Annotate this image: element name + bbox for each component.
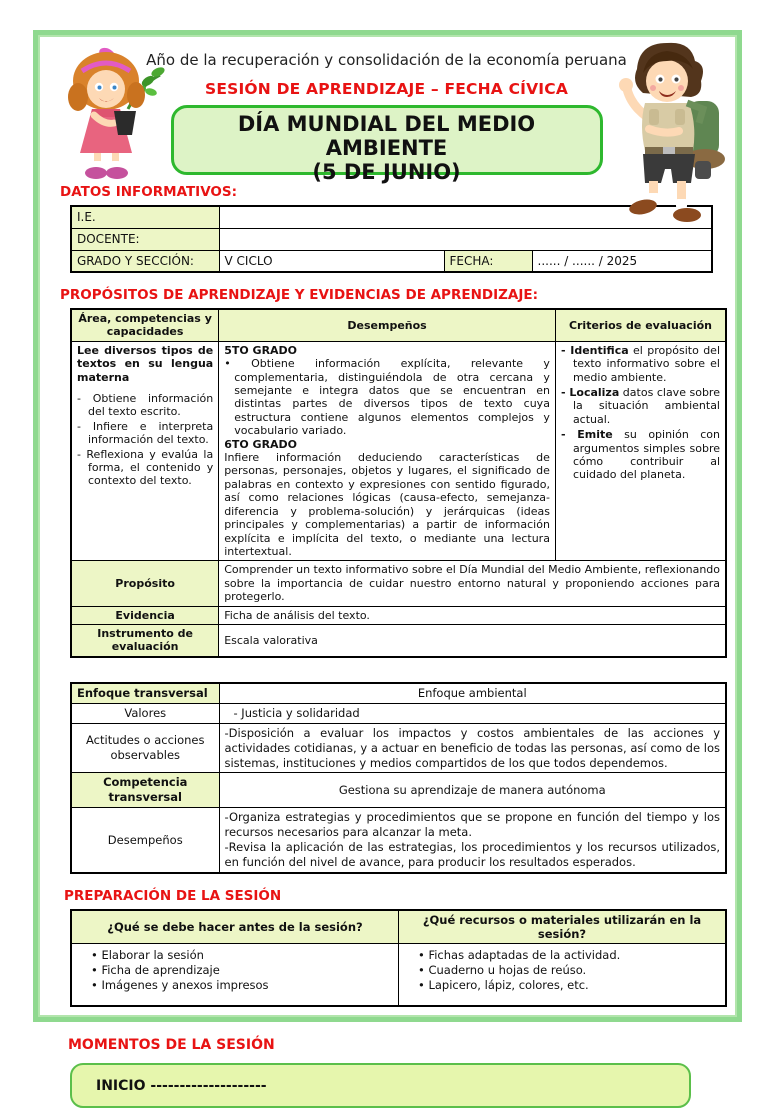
prep-resources-cell xyxy=(399,944,727,1006)
criterio-rest: datos clave sobre la situación ambiental actual. xyxy=(572,386,720,426)
list-item xyxy=(561,344,720,384)
grade5-label: 5TO GRADO xyxy=(224,343,298,357)
actitudes-label: Actitudes o acciones observables xyxy=(71,723,219,773)
list-item: - Infiere e interpreta información del texto. xyxy=(77,420,213,447)
table-row xyxy=(71,808,726,873)
col-header-criterios: Criterios de evaluación xyxy=(555,309,726,341)
list-item: • Cuaderno u hojas de reúso. xyxy=(418,963,720,977)
enfoque-transversal-label: Enfoque transversal xyxy=(71,683,219,703)
proposito-text: Comprender un texto informativo sobre el Día Mundial del Medio Ambiente, reflexionando sobre la importancia de cuidar nuestro entorno natural y proponiendo acciones para protegerlo. xyxy=(219,561,726,606)
lesson-title-line3: (5 DE JUNIO) xyxy=(312,159,461,184)
table-row xyxy=(71,624,726,656)
list-item: • Lapicero, lápiz, colores, etc. xyxy=(418,978,720,992)
list-item: - Reflexiona y evalúa la forma, el contenido y contexto del texto. xyxy=(77,448,213,488)
actitudes-value: -Disposición a evaluar los impactos y costos ambientales de las acciones y actividades cotidianas, y a actuar en beneficio de todas las personas, así como de los sistemas, instituciones y medios compartidos de los que todos dependemos. xyxy=(219,723,726,773)
grado-label: GRADO Y SECCIÓN: xyxy=(71,250,219,272)
grade5-text: • Obtiene información explícita, relevante y complementaria, distinguiéndola de otra cercana y semejante e integra datos que se encuentran en distintas partes de diversos tipos de texto cuya estructura contiene algunos elementos complejos y vocabulario variado. xyxy=(224,357,550,437)
ie-label: I.E. xyxy=(71,206,219,228)
table-row xyxy=(71,773,726,808)
preparacion-heading: PREPARACIÓN DE LA SESIÓN xyxy=(64,888,282,905)
list-item: • Imágenes y anexos impresos xyxy=(91,978,393,992)
competencia-title: Lee diversos tipos de textos en su lengua materna xyxy=(77,343,214,384)
table-row xyxy=(71,683,726,703)
resources-list xyxy=(404,946,720,992)
prep-before-cell xyxy=(71,944,399,1006)
docente-label: DOCENTE: xyxy=(71,228,219,250)
page-frame-inner xyxy=(38,35,737,1094)
evidencia-label: Evidencia xyxy=(71,606,219,624)
session-subtitle: SESIÓN DE APRENDIZAJE – FECHA CÍVICA xyxy=(204,80,569,98)
valores-label: Valores xyxy=(71,703,219,723)
year-motto: Año de la recuperación y consolidación de la economía peruana xyxy=(146,51,627,69)
docente-value xyxy=(219,228,712,250)
table-row xyxy=(71,723,726,773)
criterio-rest: el propósito del texto informativo sobre el medio ambiente. xyxy=(572,343,721,384)
area-cell xyxy=(71,341,219,561)
desempenos-transversal-value xyxy=(219,808,726,873)
prep-col1-header: ¿Qué se debe hacer antes de la sesión? xyxy=(71,910,399,944)
instrumento-text: Escala valorativa xyxy=(219,624,726,656)
list-item: • Ficha de aprendizaje xyxy=(91,963,393,977)
table-header-row xyxy=(71,309,726,341)
fecha-label: FECHA: xyxy=(444,250,532,272)
desempeno-line: -Organiza estrategias y procedimientos que se propone en función del tiempo y los recursos necesarios para alcanzar la meta. xyxy=(224,810,720,840)
lesson-title-box xyxy=(171,105,603,184)
desempenos-cell xyxy=(219,341,556,561)
list-item: - Obtiene información del texto escrito. xyxy=(77,392,213,419)
preparacion-table xyxy=(70,909,727,1007)
momentos-heading: MOMENTOS DE LA SESIÓN xyxy=(68,1036,275,1053)
desempenos-transversal-label: Desempeños xyxy=(71,808,219,873)
table-row xyxy=(71,561,726,606)
prep-col2-header: ¿Qué recursos o materiales utilizarán en la sesión? xyxy=(399,910,727,944)
criterio-lead: Emite xyxy=(577,428,613,442)
list-item: • Fichas adaptadas de la actividad. xyxy=(418,948,720,962)
fecha-value: ...... / ...... / 2025 xyxy=(532,250,712,272)
grade6-label: 6TO GRADO xyxy=(224,437,298,451)
lesson-title-line1: DÍA MUNDIAL DEL MEDIO xyxy=(237,112,536,136)
table-row xyxy=(71,250,712,272)
criterio-lead: Identifica xyxy=(570,343,629,357)
table-header-row xyxy=(71,910,726,944)
before-session-list xyxy=(77,946,393,992)
enfoque-table xyxy=(70,682,727,874)
criterios-cell xyxy=(555,341,726,561)
girl-with-plant-illustration xyxy=(56,45,178,181)
competencia-transversal-value: Gestiona su aprendizaje de manera autónoma xyxy=(219,773,726,808)
datos-heading: DATOS INFORMATIVOS: xyxy=(60,184,238,200)
col-header-area: Área, competencias y capacidades xyxy=(71,309,219,341)
table-row xyxy=(71,606,726,624)
valores-value: - Justicia y solidaridad xyxy=(219,703,726,723)
grado-value: V CICLO xyxy=(219,250,444,272)
scout-boy-illustration xyxy=(591,39,741,225)
list-item xyxy=(561,428,720,482)
evidencia-text: Ficha de análisis del texto. xyxy=(219,606,726,624)
criterio-rest: su opinión con argumentos simples sobre cómo contribuir al cuidado del planeta. xyxy=(572,428,720,482)
capacidades-list xyxy=(77,392,213,488)
table-row xyxy=(71,944,726,1006)
propositos-heading: PROPÓSITOS DE APRENDIZAJE Y EVIDENCIAS DE APRENDIZAJE: xyxy=(60,287,538,303)
enfoque-transversal-value: Enfoque ambiental xyxy=(219,683,726,703)
list-item: • Elaborar la sesión xyxy=(91,948,393,962)
criterios-list xyxy=(561,344,720,482)
desempeno-line: -Revisa la aplicación de las estrategias, los procedimientos y los recursos utilizados, en función del nivel de avance, para producir los resultados esperados. xyxy=(224,840,720,870)
competencia-transversal-label: Competencia transversal xyxy=(71,773,219,808)
table-row xyxy=(71,703,726,723)
grade6-text: Infiere información deduciendo características de personas, personajes, objetos y lugares, el significado de palabras en contexto y expresiones con sentido figurado, así como relaciones lógicas (causa-efecto, semejanza-diferencia y problema-solución) y jerárquicas (ideas principales y complementarias) a partir de información explícita e implícita del texto, o mediante una lectura intertextual. xyxy=(224,451,550,558)
lesson-title-line2: AMBIENTE xyxy=(325,135,448,160)
proposito-label: Propósito xyxy=(71,561,219,606)
inicio-label: INICIO -------------------- xyxy=(96,1077,267,1094)
page-frame xyxy=(33,30,742,1094)
col-header-desempenos: Desempeños xyxy=(219,309,556,341)
inicio-section-box xyxy=(70,1063,691,1108)
table-row xyxy=(71,228,712,250)
table-row xyxy=(71,341,726,561)
criterio-lead: Localiza xyxy=(569,386,620,400)
instrumento-label: Instrumento de evaluación xyxy=(71,624,219,656)
list-item xyxy=(561,386,720,426)
propositos-table xyxy=(70,308,727,658)
